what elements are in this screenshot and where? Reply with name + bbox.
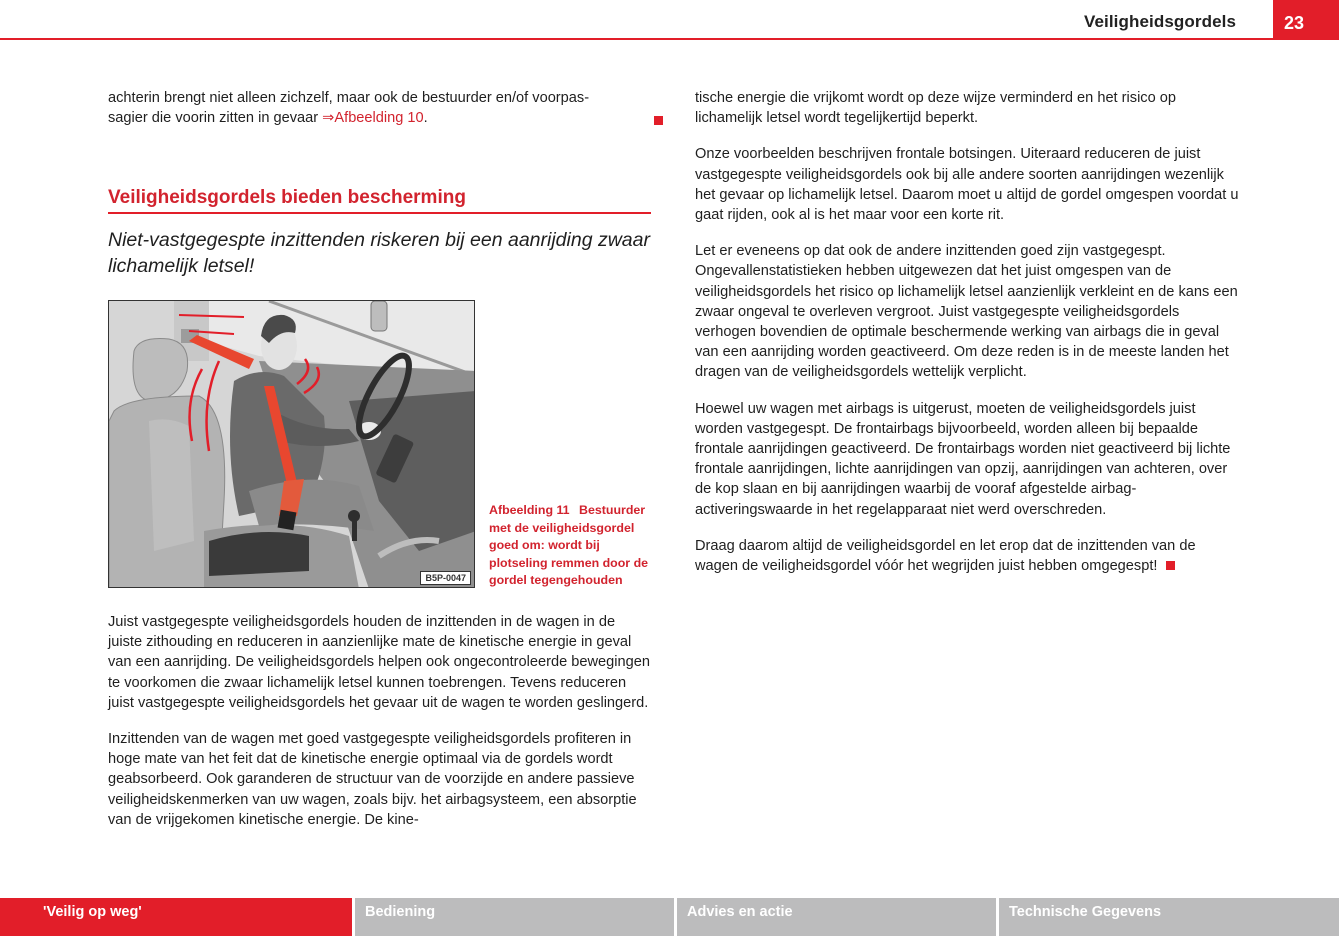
end-of-section-icon — [654, 116, 663, 125]
left-column-continued — [108, 88, 653, 128]
figure-caption — [489, 502, 654, 590]
paragraph: Hoewel uw wagen met airbags is uitgerust, moeten de veiligheidsgordels juist worden vastgegespt. De frontairbags bijvoorbeeld, worden alleen bij bepaalde frontale aanrijdingen geactiveerd. De frontairbags worden niet geactiveerd bij lichte frontale aanrijdingen, lichte aanrijdingen van opzij, aanrijdingen van achteren, over de kop slaan en bij aanrijdingen waarbij de vooraf afgestelde airbag-activeringswaarde in het regelapparaat niet werd overschreden. — [695, 400, 1231, 518]
paragraph: Juist vastgegespte veiligheidsgordels houden de inzittenden in de wagen in de juiste zithouding en reduceren in aanzienlijke mate de kinetische energie in geval van een aanrijding. De veiligheidsgordels helpen ook ongecontroleerde bewegingen te voorkomen die zwaar lichamelijk letsel kunnen toebrengen. Tevens reduceren juist vastgegespte veiligheidsgordels het gevaar uit de wagen te worden geslingerd. — [108, 614, 650, 711]
paragraph: tische energie die vrijkomt wordt op deze wijze verminderd en het risico op lichamelijk letsel wordt tegelijkertijd beperkt. — [695, 90, 1177, 127]
figure-driver-seatbelt — [108, 300, 475, 588]
tab-technische-gegevens[interactable]: Technische Gegevens — [999, 898, 1339, 936]
paragraph: Inzittenden van de wagen met goed vastgegespte veiligheidsgordels profiteren in hoge mate van het feit dat de kinetische energie optimaal via de gordels wordt geabsorbeerd. Ook garanderen de structuur van de voorzijde en andere passieve veiligheidskenmerken van uw wagen, zoals bijv. het airbagsysteem, een absorptie van de vrijgekomen kinetische energie. De kine- — [108, 731, 637, 828]
left-column-body — [108, 612, 653, 846]
paragraph: Let er eveneens op dat ook de andere inzittenden goed zijn vastgegespt. Ongevallenstatistieken hebben uitgewezen dat het juist omgespen van de veiligheidsgordels het risico op lichamelijk letsel aanzienlijk verkleint en de kans een zwaar ongeval te overleven vergroot. Juist vastgegespte veiligheidsgordels verhogen bovendien de optimale beschermende werking van airbags die in geval van een aanrijding worden geactiveerd. Om deze reden is in de meeste landen het dragen van de veiligheidsgordels wettelijk verplicht. — [695, 243, 1238, 381]
cross-reference-link[interactable]: ⇒Afbeelding 10 — [322, 110, 424, 127]
footer-chapter-tabs — [0, 898, 1339, 938]
paragraph: Onze voorbeelden beschrijven frontale botsingen. Uiteraard reduceren de juist vastgegespte veiligheidsgordels ook bij alle andere soorten aanrijdingen wezenlijk het gevaar op lichamelijk letsel. Daarom moet u altijd de gordel omgespen voordat u gaat rijden, ook al is het maar voor een korte rit. — [695, 146, 1239, 224]
page-number: 23 — [1273, 0, 1339, 40]
header-rule — [0, 38, 1339, 40]
figure-caption-text: Bestuurder met de veiligheidsgordel goed om: wordt bij plotseling remmen door de gordel tegengehouden — [489, 503, 649, 588]
end-of-section-icon — [1166, 561, 1175, 570]
tab-bediening[interactable]: Bediening — [355, 898, 674, 936]
page-header-title: Veiligheidsgordels — [1083, 12, 1236, 31]
figure-caption-number: Afbeelding 11 — [489, 503, 570, 517]
tab-advies-en-actie[interactable]: Advies en actie — [677, 898, 996, 936]
right-column-body — [695, 88, 1240, 592]
section-intro: Niet-vastgegespte inzittenden riskeren bij een aanrijding zwaar lichamelijk letsel! — [108, 229, 650, 277]
driver-seatbelt-illustration — [109, 301, 475, 588]
figure-code: B5P-0047 — [420, 571, 471, 585]
continued-paragraph: achterin brengt niet alleen zichzelf, maar ook de bestuurder en/of voorpas- sagier die voorin zitten in gevaar ⇒Afbeelding 10. — [108, 88, 653, 128]
paragraph-final: Draag daarom altijd de veiligheidsgordel en let erop dat de inzittenden van de wagen de veiligheidsgordel vóór het wegrijden juist hebben omgegespt! — [695, 537, 1196, 575]
section-title: Veiligheidsgordels bieden bescherming — [108, 187, 651, 214]
tab-veilig-op-weg[interactable]: 'Veilig op weg' — [0, 898, 352, 936]
